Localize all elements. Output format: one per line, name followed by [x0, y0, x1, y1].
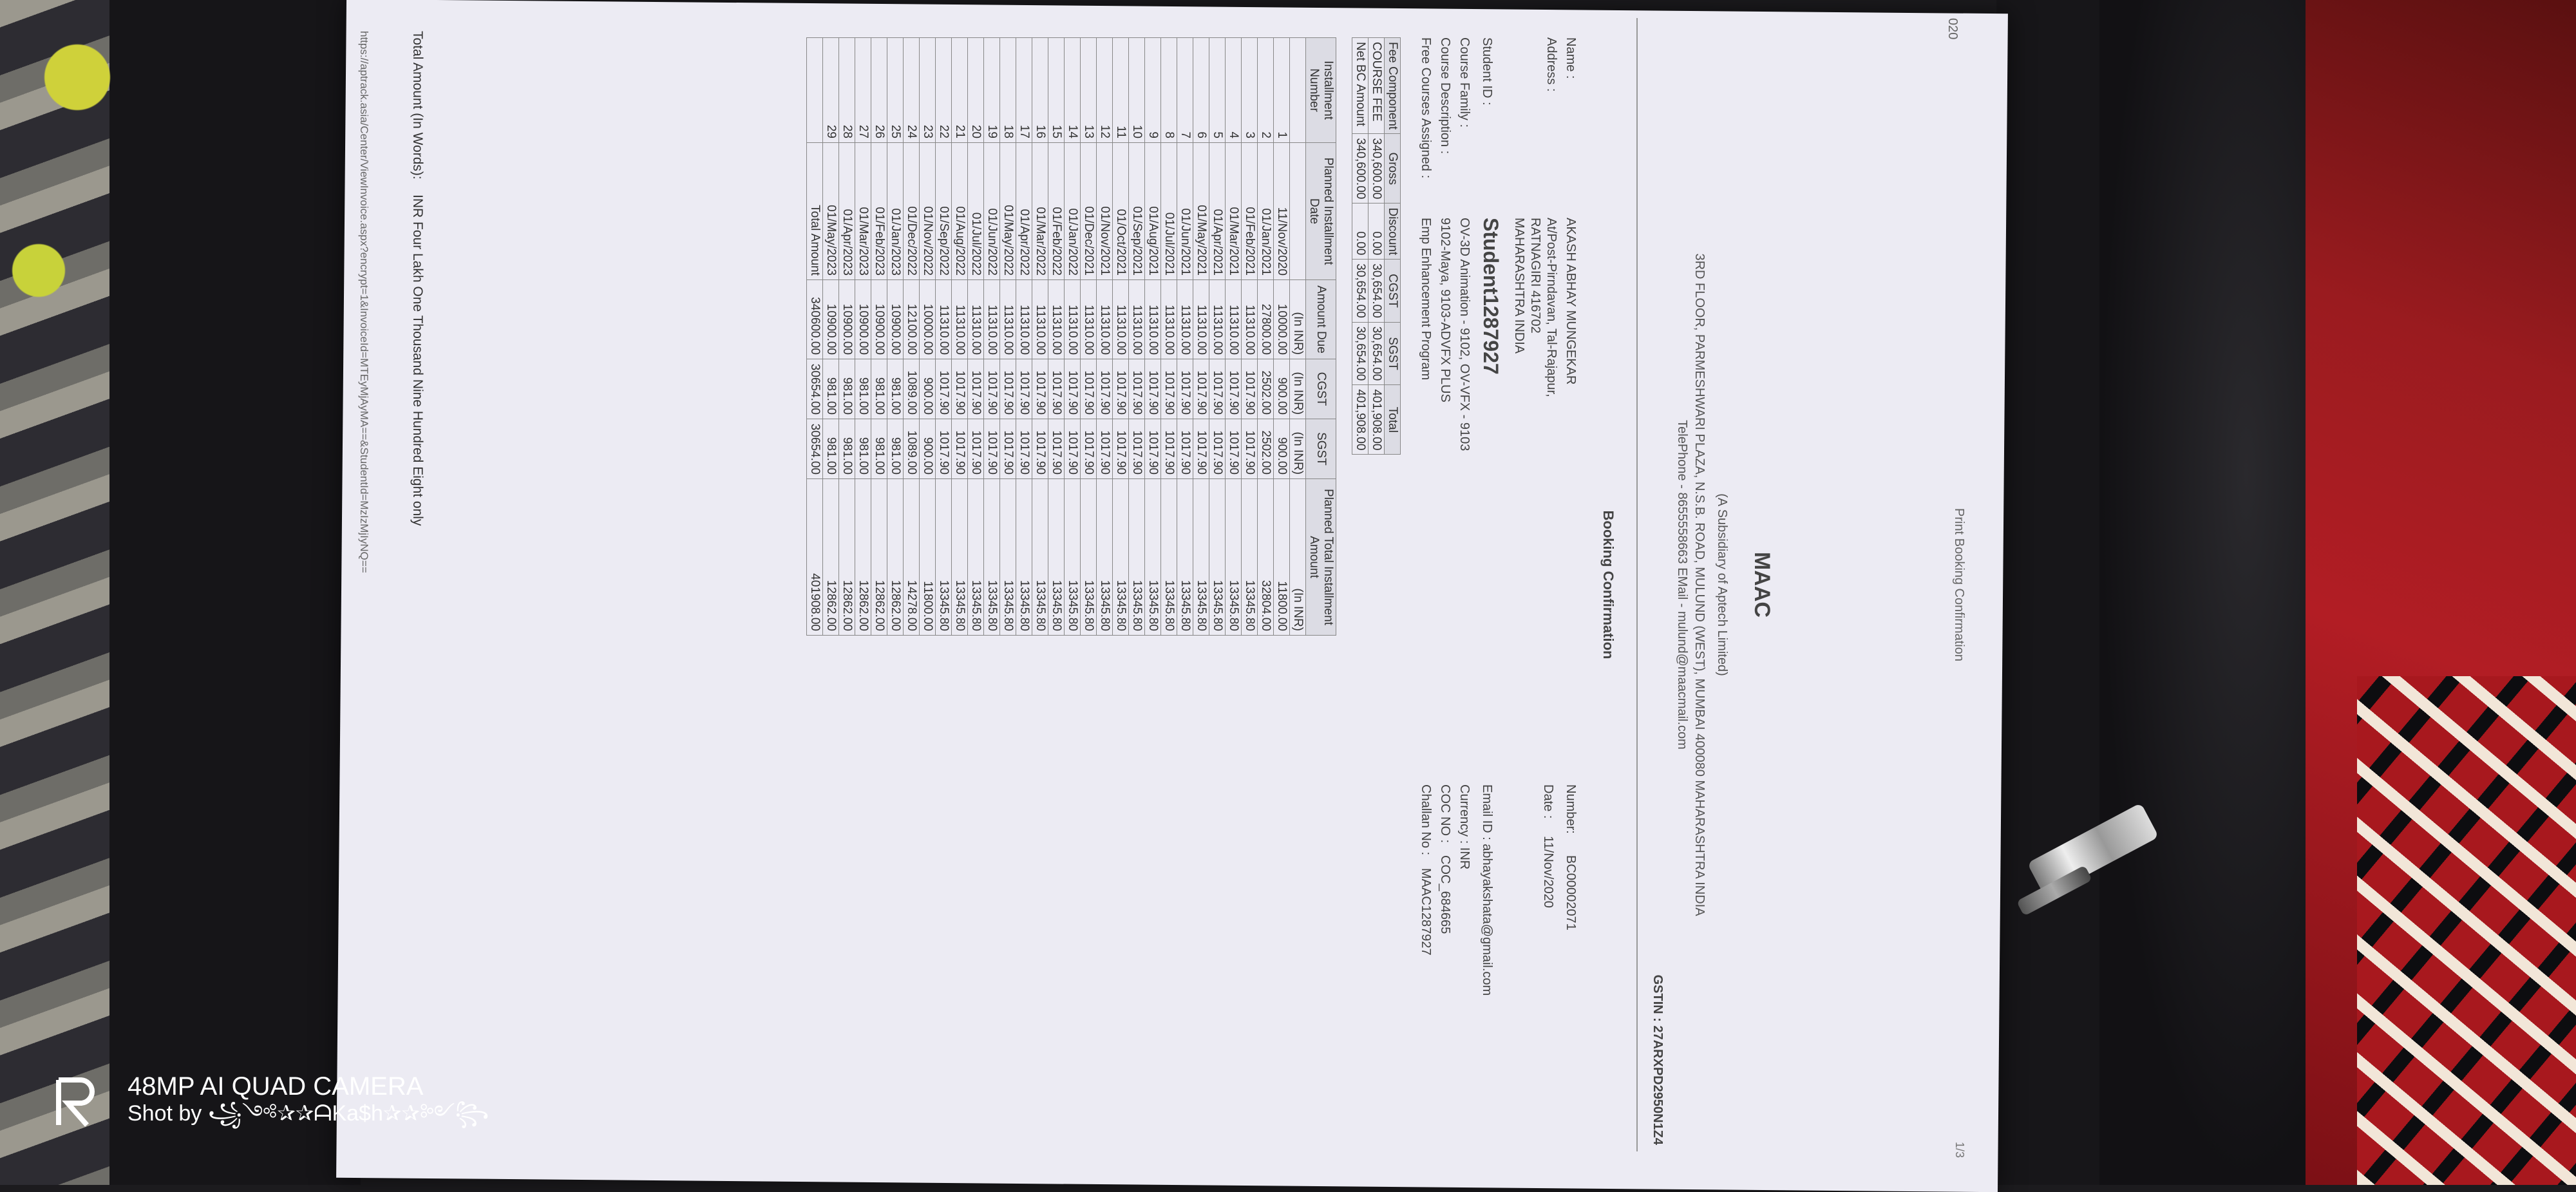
- unit-cell: [1290, 38, 1306, 143]
- installment-cell: 29: [823, 38, 839, 143]
- installment-cell: 11310.00: [1097, 280, 1113, 359]
- installment-cell: 10900.00: [839, 280, 855, 359]
- coc-value: COC_684665: [1438, 855, 1452, 934]
- installment-cell: 11800.00: [920, 479, 936, 636]
- installment-cell: 7: [1177, 38, 1193, 143]
- installment-cell: 981.00: [871, 419, 887, 479]
- installment-cell: 1017.90: [1032, 359, 1048, 419]
- installment-cell: 12862.00: [887, 479, 904, 636]
- installment-cell: 11310.00: [1161, 280, 1177, 359]
- fee-cell: COURSE FEE: [1368, 38, 1385, 134]
- installment-cell: 11/Nov/2020: [1274, 143, 1290, 280]
- course-description-value: 9102-Maya, 9103-ADVFX PLUS: [1438, 218, 1452, 402]
- table-row: [1193, 38, 1209, 636]
- fee-cell: 340,600.00: [1368, 134, 1385, 203]
- installment-cell: 11310.00: [1048, 280, 1065, 359]
- installment-cell: 13: [1081, 38, 1097, 143]
- address-line-1: At/Post-Pirndavan, Tal-Rajapur,: [1544, 218, 1558, 397]
- installment-cell: 13345.80: [1016, 479, 1032, 636]
- installment-cell: 900.00: [920, 419, 936, 479]
- installment-cell: 1017.90: [1161, 359, 1177, 419]
- total-in-words: [410, 31, 425, 525]
- installment-cell: 1017.90: [936, 419, 952, 479]
- unit-cell: (In INR): [1290, 359, 1306, 419]
- installment-cell: 900.00: [920, 359, 936, 419]
- installment-cell: 01/Feb/2021: [1242, 143, 1258, 280]
- total-label: Total Amount: [807, 143, 823, 280]
- installment-cell: 13345.80: [1242, 479, 1258, 636]
- fee-cell: 30,654.00: [1352, 322, 1368, 385]
- total-cgst: 30654.00: [807, 359, 823, 419]
- installment-cell: 01/Jan/2022: [1065, 143, 1081, 280]
- gstin: GSTIN : 27ARXPD2950N1Z4: [1651, 974, 1665, 1145]
- fee-cell: 401,908.00: [1368, 385, 1385, 455]
- installment-header-cell: SGST: [1306, 419, 1336, 479]
- installment-cell: 1089.00: [904, 419, 920, 479]
- number-label: Number:: [1564, 784, 1578, 834]
- installment-cell: 11310.00: [968, 280, 984, 359]
- installment-cell: 2: [1258, 38, 1274, 143]
- installment-cell: 2502.00: [1258, 359, 1274, 419]
- installment-cell: 1017.90: [1097, 359, 1113, 419]
- installment-cell: 13345.80: [1048, 479, 1065, 636]
- table-row: [1097, 38, 1113, 636]
- fee-cell: 0.00: [1368, 203, 1385, 260]
- shot-by-label: Shot by ꧁༺✰✰ᗩKa$h✰✰༻꧂: [128, 1101, 489, 1126]
- installment-cell: 2502.00: [1258, 419, 1274, 479]
- installment-cell: 19: [984, 38, 1000, 143]
- installment-cell: 16: [1032, 38, 1048, 143]
- installment-cell: 01/Dec/2021: [1081, 143, 1097, 280]
- installment-cell: 1017.90: [1065, 359, 1081, 419]
- address-label: Address :: [1544, 37, 1558, 92]
- installment-cell: 01/May/2022: [1000, 143, 1016, 280]
- booking-document: [345, 0, 1967, 1171]
- fee-row: [1352, 38, 1368, 455]
- installment-cell: 1017.90: [1000, 419, 1016, 479]
- installment-cell: 1017.90: [1000, 359, 1016, 419]
- installment-cell: 11310.00: [1113, 280, 1129, 359]
- installment-cell: 12862.00: [855, 479, 871, 636]
- installment-cell: 13345.80: [1129, 479, 1145, 636]
- table-row: [855, 38, 871, 636]
- installment-cell: 10: [1129, 38, 1145, 143]
- installment-cell: 01/May/2021: [1193, 143, 1209, 280]
- table-row: [823, 38, 839, 636]
- installment-cell: 1017.90: [984, 359, 1000, 419]
- installment-cell: 981.00: [823, 359, 839, 419]
- installment-cell: 11310.00: [936, 280, 952, 359]
- invoice-url: https://aptrack.asia/Center/ViewInvoice.aspx?encrypt=1&InvoiceId=MTEyMjAyMA==&StudentId=MzIzMjIyNQ==: [358, 31, 370, 573]
- table-row: [1242, 38, 1258, 636]
- student-id-value: Student1287927: [1479, 218, 1502, 375]
- installment-cell: 13345.80: [1097, 479, 1113, 636]
- installment-cell: 01/Jan/2023: [887, 143, 904, 280]
- table-row: [1113, 38, 1129, 636]
- installment-cell: 11310.00: [1242, 280, 1258, 359]
- installment-cell: 21: [952, 38, 968, 143]
- address-line-2: RATNAGIRI 416702: [1528, 218, 1542, 334]
- divider: [1636, 18, 1638, 1151]
- installment-cell: 981.00: [887, 359, 904, 419]
- installment-cell: 01/Nov/2022: [920, 143, 936, 280]
- table-row: [1161, 38, 1177, 636]
- email-id: Email ID : abhayakshata@gmail.com: [1480, 784, 1494, 996]
- table-row: [1032, 38, 1048, 636]
- installment-cell: 1017.90: [968, 419, 984, 479]
- total-amount-due: 340600.00: [807, 280, 823, 359]
- installment-cell: 10000.00: [1274, 280, 1290, 359]
- total-in-words-value: INR Four Lakh One Thousand Nine Hundred Eight only: [410, 194, 425, 526]
- installment-cell: 13345.80: [1081, 479, 1097, 636]
- installment-cell: 13345.80: [1065, 479, 1081, 636]
- installment-cell: 12862.00: [839, 479, 855, 636]
- installment-header-cell: Planned Total Installment Amount: [1306, 479, 1336, 636]
- installment-cell: 1089.00: [904, 359, 920, 419]
- installment-cell: 981.00: [839, 359, 855, 419]
- installment-cell: 22: [936, 38, 952, 143]
- installment-cell: 1017.90: [1081, 419, 1097, 479]
- installment-cell: 01/Nov/2021: [1097, 143, 1113, 280]
- installment-cell: 12862.00: [823, 479, 839, 636]
- fee-row: [1368, 38, 1385, 455]
- installment-header-cell: Installment Number: [1306, 38, 1336, 143]
- installment-cell: 1017.90: [1129, 359, 1145, 419]
- installment-cell: 27: [855, 38, 871, 143]
- installment-cell: 1017.90: [1113, 419, 1129, 479]
- installment-cell: 27800.00: [1258, 280, 1274, 359]
- table-row: [936, 38, 952, 636]
- installment-cell: 01/Jul/2021: [1161, 143, 1177, 280]
- fee-table: [1352, 37, 1401, 455]
- fee-cell: 0.00: [1352, 203, 1368, 260]
- installment-cell: 13345.80: [1161, 479, 1177, 636]
- installment-cell: 01/Apr/2022: [1016, 143, 1032, 280]
- installment-cell: 01/Apr/2023: [839, 143, 855, 280]
- installment-cell: 13345.80: [1193, 479, 1209, 636]
- total-in-words-label: Total Amount (In Words):: [410, 31, 425, 180]
- installment-cell: 11310.00: [952, 280, 968, 359]
- installment-cell: 1017.90: [1145, 359, 1161, 419]
- installment-header-cell: Amount Due: [1306, 280, 1336, 359]
- installment-cell: 13345.80: [968, 479, 984, 636]
- installment-cell: 1017.90: [952, 419, 968, 479]
- fee-cell: 30,654.00: [1368, 322, 1385, 385]
- installment-cell: 12862.00: [871, 479, 887, 636]
- unit-cell: (In INR): [1290, 280, 1306, 359]
- installment-cell: 01/Jun/2021: [1177, 143, 1193, 280]
- installment-cell: 13345.80: [984, 479, 1000, 636]
- installment-cell: 8: [1161, 38, 1177, 143]
- page-number: 1/3: [1953, 1141, 1966, 1158]
- date-label: Date :: [1541, 784, 1555, 819]
- installment-cell: 1017.90: [1209, 419, 1226, 479]
- camera-label: 48MP AI QUAD CAMERA: [128, 1072, 424, 1101]
- installment-cell: 1017.90: [1113, 359, 1129, 419]
- installment-cell: 1017.90: [1065, 419, 1081, 479]
- installment-cell: 13345.80: [952, 479, 968, 636]
- installment-cell: 3: [1242, 38, 1258, 143]
- installment-cell: 24: [904, 38, 920, 143]
- booking-title: Booking Confirmation: [1600, 510, 1616, 659]
- installment-cell: 1017.90: [1226, 359, 1242, 419]
- installment-cell: 01/Feb/2023: [871, 143, 887, 280]
- installment-cell: 14: [1065, 38, 1081, 143]
- installment-cell: 01/Sep/2022: [936, 143, 952, 280]
- installment-cell: 11310.00: [1129, 280, 1145, 359]
- free-courses-label: Free Courses Assigned :: [1419, 37, 1433, 178]
- installment-cell: 13345.80: [1032, 479, 1048, 636]
- table-row: [1000, 38, 1016, 636]
- installment-cell: 13345.80: [1145, 479, 1161, 636]
- installment-cell: 1017.90: [1193, 419, 1209, 479]
- table-row: [1209, 38, 1226, 636]
- installment-cell: 01/Dec/2022: [904, 143, 920, 280]
- installment-cell: 1017.90: [1161, 419, 1177, 479]
- cloth-yellow-print: [0, 0, 129, 335]
- plaid-blanket: [2357, 676, 2576, 1185]
- table-row: [1081, 38, 1097, 636]
- challan-value: MAAC1287927: [1419, 868, 1433, 956]
- installment-header-cell: CGST: [1306, 359, 1336, 419]
- installment-cell: 10900.00: [855, 280, 871, 359]
- table-row: [1274, 38, 1290, 636]
- installment-units: [1290, 38, 1306, 636]
- installment-cell: 1017.90: [952, 359, 968, 419]
- installment-cell: 23: [920, 38, 936, 143]
- installment-cell: 11310.00: [1177, 280, 1193, 359]
- course-family-value: OV-3D Animation - 9102, OV-VFX - 9103: [1457, 218, 1472, 451]
- fee-header-cell: Discount: [1385, 203, 1401, 260]
- installment-cell: 01/Mar/2022: [1032, 143, 1048, 280]
- address-line-3: MAHARASHTRA INDIA: [1512, 218, 1526, 354]
- installment-rows: [823, 38, 1290, 636]
- number-value: BC00002071: [1564, 855, 1578, 931]
- installment-cell: 1017.90: [968, 359, 984, 419]
- table-row: [920, 38, 936, 636]
- table-row: [839, 38, 855, 636]
- installment-cell: 1017.90: [1016, 419, 1032, 479]
- installment-cell: 28: [839, 38, 855, 143]
- installment-cell: 01/Jun/2022: [984, 143, 1000, 280]
- installment-cell: 14278.00: [904, 479, 920, 636]
- fee-cell: 401,908.00: [1352, 385, 1368, 455]
- installment-cell: 12: [1097, 38, 1113, 143]
- table-row: [952, 38, 968, 636]
- installment-cell: 981.00: [823, 419, 839, 479]
- installment-cell: 1017.90: [1048, 419, 1065, 479]
- installment-cell: 981.00: [871, 359, 887, 419]
- installment-cell: 1: [1274, 38, 1290, 143]
- installment-cell: 13345.80: [1113, 479, 1129, 636]
- total-empty-cell: [807, 38, 823, 143]
- installment-cell: 1017.90: [1016, 359, 1032, 419]
- installment-cell: 13345.80: [1209, 479, 1226, 636]
- realme-logo-icon: [55, 1076, 100, 1128]
- challan-label: Challan No :: [1419, 784, 1433, 856]
- table-row: [968, 38, 984, 636]
- fee-cell: 30,654.00: [1368, 260, 1385, 323]
- installment-cell: 981.00: [855, 359, 871, 419]
- installment-cell: 01/Apr/2021: [1209, 143, 1226, 280]
- installment-cell: 13345.80: [1177, 479, 1193, 636]
- installment-cell: 1017.90: [1177, 419, 1193, 479]
- maac-logo: MAAC: [1750, 552, 1774, 618]
- date-value: 11/Nov/2020: [1541, 836, 1555, 908]
- currency: Currency : INR: [1457, 784, 1472, 870]
- installment-cell: 981.00: [887, 419, 904, 479]
- print-date: 020: [1946, 18, 1960, 40]
- camera-watermark: [55, 1072, 489, 1126]
- fee-cell: 30,654.00: [1352, 260, 1368, 323]
- name-value: AKASH ABHAY MUNGEKAR: [1564, 218, 1578, 385]
- installment-cell: 01/Feb/2022: [1048, 143, 1065, 280]
- installment-cell: 13345.80: [1226, 479, 1242, 636]
- installment-cell: 1017.90: [1048, 359, 1065, 419]
- installment-cell: 01/Mar/2021: [1226, 143, 1242, 280]
- installment-cell: 15: [1048, 38, 1065, 143]
- table-row: [1226, 38, 1242, 636]
- installment-cell: 10000.00: [920, 280, 936, 359]
- installment-cell: 11310.00: [984, 280, 1000, 359]
- name-label: Name :: [1564, 37, 1578, 79]
- installment-cell: 1017.90: [1032, 419, 1048, 479]
- fee-cell: Net BC Amount: [1352, 38, 1368, 134]
- subsidiary-line: (A Subsidiary of Aptech Limited): [1715, 493, 1729, 676]
- unit-cell: (In INR): [1290, 419, 1306, 479]
- table-row: [1048, 38, 1065, 636]
- installment-cell: 11310.00: [1145, 280, 1161, 359]
- fee-header-cell: CGST: [1385, 260, 1401, 323]
- installment-cell: 1017.90: [1242, 419, 1258, 479]
- installment-cell: 26: [871, 38, 887, 143]
- installment-cell: 11310.00: [1081, 280, 1097, 359]
- fee-header-cell: SGST: [1385, 322, 1401, 385]
- installment-cell: 1017.90: [936, 359, 952, 419]
- installment-cell: 1017.90: [984, 419, 1000, 479]
- fee-table-header: [1385, 38, 1401, 455]
- installment-cell: 32804.00: [1258, 479, 1274, 636]
- installment-cell: 1017.90: [1209, 359, 1226, 419]
- installment-header-cell: Planned Installment Date: [1306, 143, 1336, 280]
- fee-header-cell: Gross: [1385, 134, 1401, 203]
- installment-cell: 01/Mar/2023: [855, 143, 871, 280]
- installment-cell: 01/Oct/2021: [1113, 143, 1129, 280]
- installment-cell: 1017.90: [1226, 419, 1242, 479]
- installment-cell: 01/Sep/2021: [1129, 143, 1145, 280]
- installment-cell: 25: [887, 38, 904, 143]
- installment-cell: 11310.00: [1193, 280, 1209, 359]
- table-row: [1129, 38, 1145, 636]
- installment-cell: 13345.80: [936, 479, 952, 636]
- installment-cell: 20: [968, 38, 984, 143]
- installment-cell: 10900.00: [823, 280, 839, 359]
- installment-cell: 4: [1226, 38, 1242, 143]
- installment-cell: 900.00: [1274, 359, 1290, 419]
- unit-cell: (In INR): [1290, 479, 1306, 636]
- installment-cell: 11: [1113, 38, 1129, 143]
- unit-cell: [1290, 143, 1306, 280]
- table-row: [1258, 38, 1274, 636]
- installment-cell: 5: [1209, 38, 1226, 143]
- installment-cell: 18: [1000, 38, 1016, 143]
- table-row: [871, 38, 887, 636]
- free-courses-value: Emp Enhancement Program: [1419, 218, 1433, 381]
- center-contact: TelePhone - 8655558663 EMail - mulund@maacmail.com: [1675, 420, 1689, 750]
- student-id-label: Student ID :: [1480, 37, 1494, 106]
- installment-cell: 13345.80: [1000, 479, 1016, 636]
- installment-cell: 10900.00: [871, 280, 887, 359]
- installment-cell: 01/Jul/2022: [968, 143, 984, 280]
- print-title: Print Booking Confirmation: [1952, 508, 1966, 661]
- installment-cell: 1017.90: [1145, 419, 1161, 479]
- table-row: [1016, 38, 1032, 636]
- installment-cell: 900.00: [1274, 419, 1290, 479]
- installment-cell: 1017.90: [1129, 419, 1145, 479]
- coc-label: COC NO :: [1438, 784, 1452, 844]
- installment-cell: 11310.00: [1209, 280, 1226, 359]
- installment-table: [806, 37, 1336, 636]
- fee-cell: 340,600.00: [1352, 134, 1368, 203]
- table-row: [1065, 38, 1081, 636]
- installment-cell: 11800.00: [1274, 479, 1290, 636]
- course-family-label: Course Family :: [1457, 37, 1472, 128]
- table-row: [887, 38, 904, 636]
- installment-total-row: [807, 38, 823, 636]
- installment-cell: 11310.00: [1032, 280, 1048, 359]
- installment-cell: 11310.00: [1000, 280, 1016, 359]
- installment-header: [1306, 38, 1336, 636]
- installment-cell: 981.00: [839, 419, 855, 479]
- installment-cell: 11310.00: [1065, 280, 1081, 359]
- installment-cell: 12100.00: [904, 280, 920, 359]
- installment-cell: 1017.90: [1097, 419, 1113, 479]
- installment-cell: 1017.90: [1193, 359, 1209, 419]
- installment-cell: 01/Aug/2022: [952, 143, 968, 280]
- total-sgst: 30654.00: [807, 419, 823, 479]
- installment-cell: 1017.90: [1242, 359, 1258, 419]
- installment-cell: 17: [1016, 38, 1032, 143]
- course-description-label: Course Description :: [1438, 37, 1452, 155]
- center-address: 3RD FLOOR, PARMESHWARI PLAZA, N.S.B. ROAD, MULUND (WEST), MUMBAI 400080 MAHARASHTRA INDIA: [1692, 253, 1707, 916]
- installment-cell: 9: [1145, 38, 1161, 143]
- installment-cell: 1017.90: [1081, 359, 1097, 419]
- installment-cell: 981.00: [855, 419, 871, 479]
- installment-cell: 11310.00: [1016, 280, 1032, 359]
- installment-cell: 6: [1193, 38, 1209, 143]
- installment-cell: 01/Aug/2021: [1145, 143, 1161, 280]
- total-grand: 401908.00: [807, 479, 823, 636]
- table-row: [904, 38, 920, 636]
- installment-cell: 01/May/2023: [823, 143, 839, 280]
- installment-cell: 10900.00: [887, 280, 904, 359]
- fee-header-cell: Fee Component: [1385, 38, 1401, 134]
- installment-cell: 1017.90: [1177, 359, 1193, 419]
- installment-cell: 01/Jan/2021: [1258, 143, 1274, 280]
- table-row: [1145, 38, 1161, 636]
- table-row: [1177, 38, 1193, 636]
- table-row: [984, 38, 1000, 636]
- fee-header-cell: Total: [1385, 385, 1401, 455]
- installment-cell: 11310.00: [1226, 280, 1242, 359]
